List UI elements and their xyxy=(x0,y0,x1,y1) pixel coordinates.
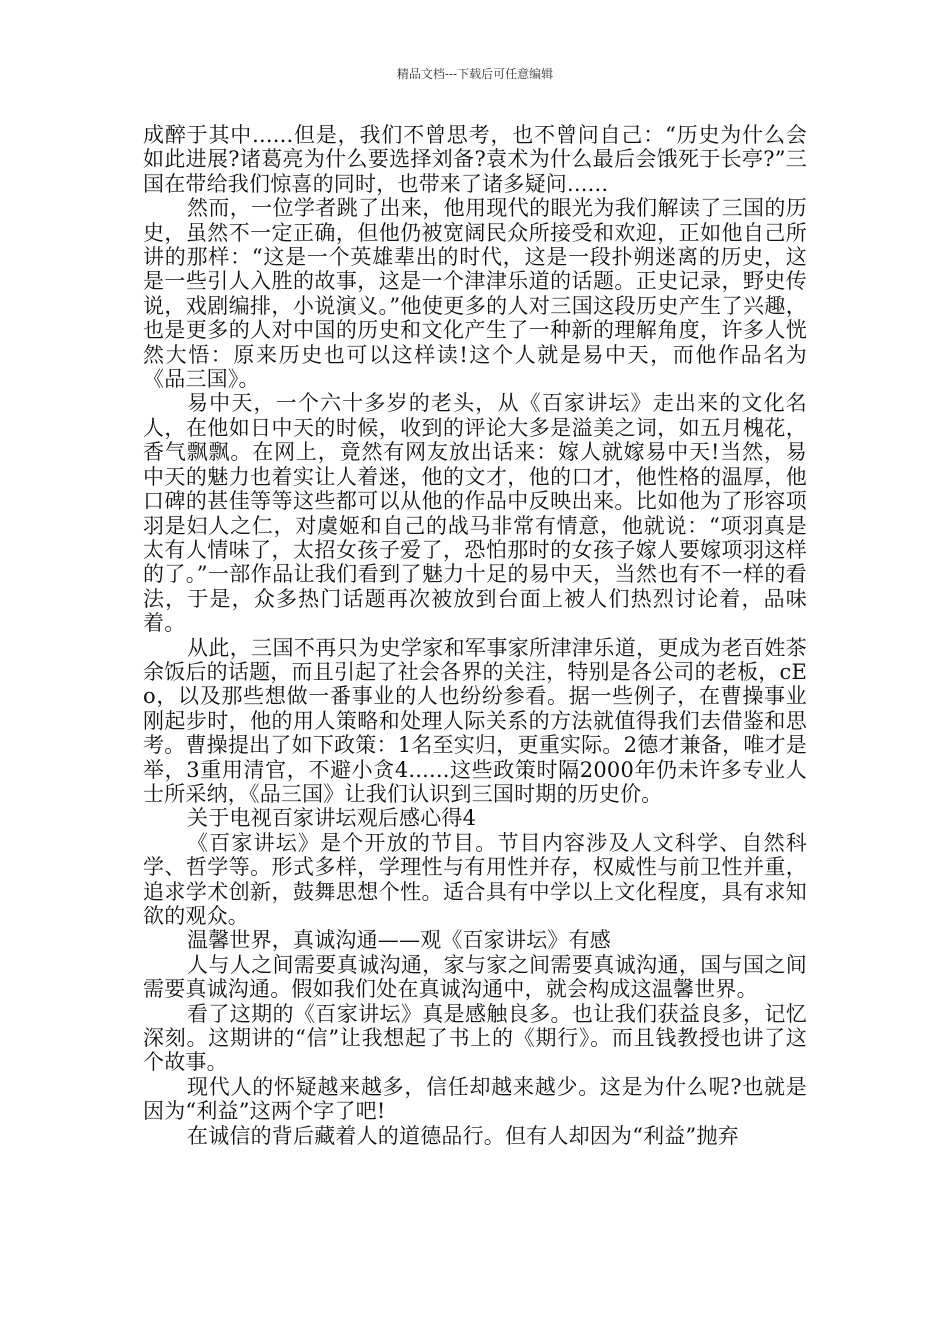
paragraph: 然而，一位学者跳了出来，他用现代的眼光为我们解读了三国的历史，虽然不一定正确，但他仍被宽阔民众所接受和欢迎，正如他自己所讲的那样：“这是一个英雄辈出的时代，这是一段扑朔迷离的历史，这是一些引人入胜的故事，这是一个津津乐道的话题。正史记录，野史传说，戏剧编排，小说演义。”他使更多的人对三国这段历史产生了兴趣，也是更多的人对中国的历史和文化产生了一种新的理解角度，许多人恍然大悟：原来历史也可以这样读!这个人就是易中天，而他作品名为《品三国》。 xyxy=(143,196,807,392)
document-body xyxy=(143,123,807,1148)
paragraph: 从此，三国不再只为史学家和军事家所津津乐道，更成为老百姓茶余饭后的话题，而且引起了社会各界的关注，特别是各公司的老板，cEo，以及那些想做一番事业的人也纷纷参看。据一些例子，在曹操事业刚起步时，他的用人策略和处理人际关系的方法就值得我们去借鉴和思考。曹操提出了如下政策：1名至实归，更重实际。2德才兼备，唯才是举，3重用清官，不避小贪4......这些政策时隔2000年仍未许多专业人士所采纳，《品三国》让我们认识到三国时期的历史价。 xyxy=(143,635,807,806)
paragraph: 易中天，一个六十多岁的老头，从《百家讲坛》走出来的文化名人，在他如日中天的时候，收到的评论大多是溢美之词，如五月槐花，香气飘飘。在网上，竟然有网友放出话来：嫁人就嫁易中天!当然，易中天的魅力也着实让人着迷，他的文才，他的口才，他性格的温厚，他口碑的甚佳等等这些都可以从他的作品中反映出来。比如他为了形容项羽是妇人之仁，对虞姬和自己的战马非常有情意，他就说：“项羽真是太有人情味了，太招女孩子爱了，恐怕那时的女孩子嫁人要嫁项羽这样的了。”一部作品让我们看到了魅力十足的易中天，当然也有不一样的看法，于是，众多热门话题再次被放到台面上被人们热烈讨论着，品味着。 xyxy=(143,391,807,636)
paragraph: 在诚信的背后藏着人的道德品行。但有人却因为“利益”抛弃 xyxy=(187,1123,739,1148)
paragraph: 人与人之间需要真诚沟通，家与家之间需要真诚沟通，国与国之间需要真诚沟通。假如我们处在真诚沟通中，就会构成这温馨世界。 xyxy=(143,952,807,1002)
section-heading: 关于电视百家讲坛观后感心得4 xyxy=(187,806,477,831)
paragraph: 看了这期的《百家讲坛》真是感触良多。也让我们获益良多，记忆深刻。这期讲的“信”让我想起了书上的《期行》。而且钱教授也讲了这个故事。 xyxy=(143,1001,807,1075)
page-header: 精品文档---下载后可任意编辑 xyxy=(396,67,554,81)
paragraph: 《百家讲坛》是个开放的节目。节目内容涉及人文科学、自然科学、哲学等。形式多样，学理性与有用性并存，权威性与前卫性并重，追求学术创新，鼓舞思想个性。适合具有中学以上文化程度，具有求知欲的观众。 xyxy=(143,830,807,928)
paragraph: 成醉于其中......但是，我们不曾思考，也不曾问自己：“历史为什么会如此进展?诸葛亮为什么要选择刘备?袁术为什么最后会饿死于长亭?”三国在带给我们惊喜的同时，也带来了诸多疑问...... xyxy=(143,123,807,196)
paragraph: 现代人的怀疑越来越多，信任却越来越少。这是为什么呢?也就是因为“利益”这两个字了吧! xyxy=(143,1074,807,1124)
section-subheading: 温馨世界，真诚沟通——观《百家讲坛》有感 xyxy=(187,928,611,953)
